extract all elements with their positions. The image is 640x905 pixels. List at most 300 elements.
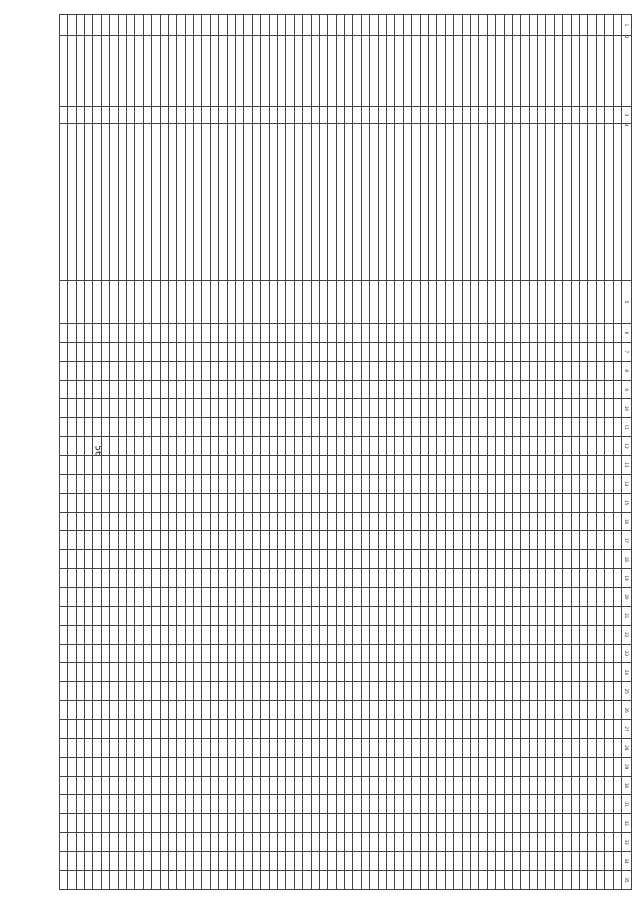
table-cell <box>580 399 588 418</box>
table-cell <box>143 644 151 663</box>
table-cell <box>504 512 512 531</box>
table-cell <box>328 324 336 343</box>
column-number-16: 16 <box>622 512 632 531</box>
table-cell <box>395 124 403 281</box>
table-cell <box>210 324 218 343</box>
table-cell <box>445 852 453 871</box>
table-cell <box>135 380 143 399</box>
table-cell <box>546 625 554 644</box>
table-cell <box>93 776 101 795</box>
table-cell <box>529 625 537 644</box>
table-cell <box>252 107 260 124</box>
table-cell <box>412 281 420 324</box>
table-cell <box>487 663 495 682</box>
table-cell <box>126 418 134 437</box>
table-cell <box>168 588 176 607</box>
table-cell <box>135 606 143 625</box>
table-cell <box>277 870 285 889</box>
table-cell <box>345 437 353 456</box>
table-cell <box>177 682 185 701</box>
table-cell <box>580 738 588 757</box>
table-cell <box>261 107 269 124</box>
table-cell <box>546 738 554 757</box>
table-cell <box>303 124 311 281</box>
table-cell <box>277 124 285 281</box>
table-cell <box>261 833 269 852</box>
table-cell <box>194 456 202 475</box>
table-cell <box>429 833 437 852</box>
table-cell <box>546 107 554 124</box>
table-cell <box>420 682 428 701</box>
table-cell <box>605 852 613 871</box>
table-cell <box>76 361 84 380</box>
table-cell <box>286 342 294 361</box>
table-cell <box>353 625 361 644</box>
table-cell <box>168 531 176 550</box>
table-cell <box>395 342 403 361</box>
table-cell <box>135 512 143 531</box>
table-cell <box>294 342 302 361</box>
table-cell <box>210 342 218 361</box>
table-cell <box>143 474 151 493</box>
table-cell <box>345 493 353 512</box>
table-cell <box>135 625 143 644</box>
table-cell <box>143 418 151 437</box>
table-cell <box>143 588 151 607</box>
table-cell <box>580 361 588 380</box>
table-cell <box>185 644 193 663</box>
table-cell <box>135 15 143 36</box>
table-cell <box>328 852 336 871</box>
table-cell <box>194 399 202 418</box>
table-cell <box>437 36 445 107</box>
table-cell <box>571 606 579 625</box>
table-cell <box>370 281 378 324</box>
table-cell <box>143 550 151 569</box>
table-cell <box>437 361 445 380</box>
table-cell <box>303 281 311 324</box>
table-cell <box>454 814 462 833</box>
table-cell <box>110 418 118 437</box>
table-cell <box>110 870 118 889</box>
table-cell <box>596 456 604 475</box>
table-cell <box>504 663 512 682</box>
table-cell <box>571 512 579 531</box>
table-cell <box>286 281 294 324</box>
table-cell <box>277 606 285 625</box>
table-cell <box>126 493 134 512</box>
table-cell <box>529 720 537 739</box>
table-cell <box>403 36 411 107</box>
table-cell <box>185 418 193 437</box>
table-row <box>353 15 361 890</box>
column-number-8: 8 <box>622 361 632 380</box>
table-cell <box>76 814 84 833</box>
table-cell <box>487 456 495 475</box>
table-cell <box>387 550 395 569</box>
table-cell <box>252 380 260 399</box>
table-cell <box>85 474 93 493</box>
table-cell <box>588 644 596 663</box>
table-cell <box>487 493 495 512</box>
table-cell <box>269 107 277 124</box>
register-table <box>59 14 632 890</box>
table-cell <box>563 15 571 36</box>
table-cell <box>429 124 437 281</box>
table-row <box>546 15 554 890</box>
table-cell <box>68 776 76 795</box>
table-cell <box>328 588 336 607</box>
table-cell <box>387 814 395 833</box>
table-cell <box>76 738 84 757</box>
table-cell <box>118 682 126 701</box>
table-cell <box>202 324 210 343</box>
table-cell <box>538 380 546 399</box>
table-cell <box>126 399 134 418</box>
table-cell <box>168 757 176 776</box>
table-cell <box>101 588 109 607</box>
table-cell <box>403 550 411 569</box>
table-cell <box>361 281 369 324</box>
table-cell <box>143 833 151 852</box>
table-cell <box>319 738 327 757</box>
table-cell <box>538 776 546 795</box>
table-cell <box>202 644 210 663</box>
table-cell <box>227 399 235 418</box>
table-cell <box>269 324 277 343</box>
table-cell <box>252 757 260 776</box>
table-cell <box>294 852 302 871</box>
table-row <box>580 15 588 890</box>
table-cell <box>76 682 84 701</box>
table-cell <box>521 720 529 739</box>
table-cell <box>101 795 109 814</box>
table-cell <box>160 324 168 343</box>
table-cell <box>303 720 311 739</box>
table-cell <box>152 124 160 281</box>
table-cell <box>110 569 118 588</box>
table-cell <box>303 833 311 852</box>
table-cell <box>126 795 134 814</box>
table-cell <box>160 474 168 493</box>
table-cell <box>605 361 613 380</box>
table-cell <box>303 36 311 107</box>
table-cell <box>336 852 344 871</box>
table-cell <box>210 795 218 814</box>
table-cell <box>185 380 193 399</box>
table-cell <box>110 814 118 833</box>
table-cell <box>571 663 579 682</box>
table-cell <box>512 644 520 663</box>
table-cell <box>403 15 411 36</box>
table-cell <box>328 833 336 852</box>
table-cell <box>462 738 470 757</box>
table-cell <box>244 569 252 588</box>
table-cell <box>580 380 588 399</box>
table-cell <box>571 281 579 324</box>
table-cell <box>596 124 604 281</box>
table-cell <box>353 852 361 871</box>
table-cell <box>521 644 529 663</box>
table-cell <box>110 474 118 493</box>
table-cell <box>521 418 529 437</box>
table-cell <box>68 456 76 475</box>
table-cell <box>261 663 269 682</box>
table-cell <box>336 720 344 739</box>
table-cell <box>328 795 336 814</box>
table-cell <box>596 588 604 607</box>
table-cell <box>571 418 579 437</box>
table-cell <box>420 644 428 663</box>
column-number-24: 24 <box>622 663 632 682</box>
table-cell <box>613 456 621 475</box>
table-cell <box>395 15 403 36</box>
table-cell <box>378 870 386 889</box>
table-cell <box>596 281 604 324</box>
table-cell <box>361 437 369 456</box>
table-cell <box>143 512 151 531</box>
table-cell <box>152 569 160 588</box>
table-cell <box>353 399 361 418</box>
table-cell <box>261 399 269 418</box>
column-number-10: 10 <box>622 399 632 418</box>
table-cell <box>521 757 529 776</box>
table-cell <box>504 738 512 757</box>
table-cell <box>303 512 311 531</box>
table-cell <box>361 512 369 531</box>
table-cell <box>378 124 386 281</box>
table-cell <box>496 870 504 889</box>
table-cell <box>185 512 193 531</box>
table-cell <box>487 682 495 701</box>
table-cell <box>546 474 554 493</box>
table-cell <box>168 512 176 531</box>
table-cell <box>496 324 504 343</box>
table-cell <box>177 399 185 418</box>
table-cell <box>194 569 202 588</box>
table-cell <box>126 531 134 550</box>
table-cell <box>244 36 252 107</box>
table-cell <box>454 399 462 418</box>
table-cell <box>93 107 101 124</box>
table-cell <box>135 720 143 739</box>
table-cell <box>194 361 202 380</box>
table-cell <box>529 569 537 588</box>
table-cell <box>412 36 420 107</box>
table-cell <box>504 701 512 720</box>
table-cell <box>101 550 109 569</box>
table-cell <box>387 795 395 814</box>
table-cell <box>403 870 411 889</box>
table-cell <box>202 550 210 569</box>
table-cell <box>554 663 562 682</box>
table-cell <box>512 720 520 739</box>
table-cell <box>429 493 437 512</box>
table-cell <box>85 663 93 682</box>
table-cell <box>420 107 428 124</box>
table-cell <box>445 569 453 588</box>
table-cell <box>445 437 453 456</box>
table-cell <box>85 738 93 757</box>
table-cell <box>85 418 93 437</box>
table-cell <box>152 512 160 531</box>
table-cell <box>336 456 344 475</box>
table-row <box>168 15 176 890</box>
table-cell <box>554 738 562 757</box>
table-cell <box>596 833 604 852</box>
table-cell <box>529 361 537 380</box>
table-cell <box>546 15 554 36</box>
table-cell <box>194 701 202 720</box>
table-cell <box>580 833 588 852</box>
table-cell <box>353 512 361 531</box>
table-cell <box>294 361 302 380</box>
table-cell <box>160 15 168 36</box>
table-cell <box>462 15 470 36</box>
table-cell <box>445 550 453 569</box>
table-cell <box>563 738 571 757</box>
table-cell <box>580 474 588 493</box>
table-cell <box>110 606 118 625</box>
table-cell <box>135 852 143 871</box>
table-cell <box>227 342 235 361</box>
table-row <box>504 15 512 890</box>
table-cell <box>470 682 478 701</box>
table-cell <box>152 361 160 380</box>
table-cell <box>85 833 93 852</box>
page-number: 56 <box>92 445 103 457</box>
table-cell <box>93 795 101 814</box>
table-cell <box>437 456 445 475</box>
table-cell <box>395 852 403 871</box>
table-cell <box>420 474 428 493</box>
table-cell <box>227 625 235 644</box>
table-cell <box>546 324 554 343</box>
table-cell <box>277 795 285 814</box>
table-cell <box>319 281 327 324</box>
table-cell <box>512 795 520 814</box>
table-cell <box>185 870 193 889</box>
table-cell <box>219 852 227 871</box>
table-row <box>277 15 285 890</box>
table-row <box>135 15 143 890</box>
table-cell <box>521 493 529 512</box>
table-cell <box>177 437 185 456</box>
table-cell <box>152 852 160 871</box>
table-cell <box>118 324 126 343</box>
table-cell <box>504 833 512 852</box>
table-cell <box>445 342 453 361</box>
table-row <box>152 15 160 890</box>
table-cell <box>403 738 411 757</box>
table-cell <box>512 550 520 569</box>
table-cell <box>244 456 252 475</box>
table-cell <box>521 36 529 107</box>
table-cell <box>294 324 302 343</box>
table-cell <box>596 531 604 550</box>
table-cell <box>370 625 378 644</box>
table-cell <box>202 795 210 814</box>
table-cell <box>194 663 202 682</box>
table-cell <box>412 814 420 833</box>
table-cell <box>554 588 562 607</box>
table-cell <box>554 757 562 776</box>
column-number-33: 33 <box>622 833 632 852</box>
table-cell <box>345 663 353 682</box>
table-cell <box>244 418 252 437</box>
table-cell <box>470 361 478 380</box>
table-cell <box>462 474 470 493</box>
table-cell <box>445 588 453 607</box>
table-cell <box>101 474 109 493</box>
table-cell <box>361 456 369 475</box>
table-cell <box>303 437 311 456</box>
table-cell <box>462 776 470 795</box>
table-cell <box>68 437 76 456</box>
table-cell <box>202 531 210 550</box>
table-cell <box>412 776 420 795</box>
table-cell <box>470 342 478 361</box>
table-cell <box>68 757 76 776</box>
table-cell <box>110 663 118 682</box>
table-cell <box>613 493 621 512</box>
table-cell <box>504 456 512 475</box>
table-cell <box>143 606 151 625</box>
table-cell <box>118 757 126 776</box>
table-cell <box>412 380 420 399</box>
table-cell <box>445 606 453 625</box>
table-cell <box>563 644 571 663</box>
table-cell <box>387 418 395 437</box>
table-cell <box>244 870 252 889</box>
table-cell <box>59 757 67 776</box>
table-cell <box>487 738 495 757</box>
table-cell <box>605 625 613 644</box>
table-cell <box>110 361 118 380</box>
table-cell <box>244 701 252 720</box>
table-cell <box>487 107 495 124</box>
table-cell <box>613 757 621 776</box>
table-cell <box>462 870 470 889</box>
table-cell <box>303 456 311 475</box>
table-cell <box>479 738 487 757</box>
table-cell <box>462 399 470 418</box>
table-row <box>596 15 604 890</box>
table-cell <box>59 550 67 569</box>
table-cell <box>152 833 160 852</box>
table-cell <box>487 625 495 644</box>
table-cell <box>227 738 235 757</box>
table-cell <box>521 663 529 682</box>
table-cell <box>487 776 495 795</box>
table-cell <box>580 852 588 871</box>
table-cell <box>538 399 546 418</box>
table-cell <box>219 833 227 852</box>
table-cell <box>59 107 67 124</box>
table-cell <box>202 852 210 871</box>
table-cell <box>512 663 520 682</box>
table-cell <box>538 437 546 456</box>
table-cell <box>454 606 462 625</box>
table-cell <box>143 437 151 456</box>
table-cell <box>563 569 571 588</box>
table-cell <box>353 36 361 107</box>
table-cell <box>387 738 395 757</box>
table-cell <box>185 437 193 456</box>
table-cell <box>93 852 101 871</box>
table-cell <box>445 456 453 475</box>
table-cell <box>420 281 428 324</box>
